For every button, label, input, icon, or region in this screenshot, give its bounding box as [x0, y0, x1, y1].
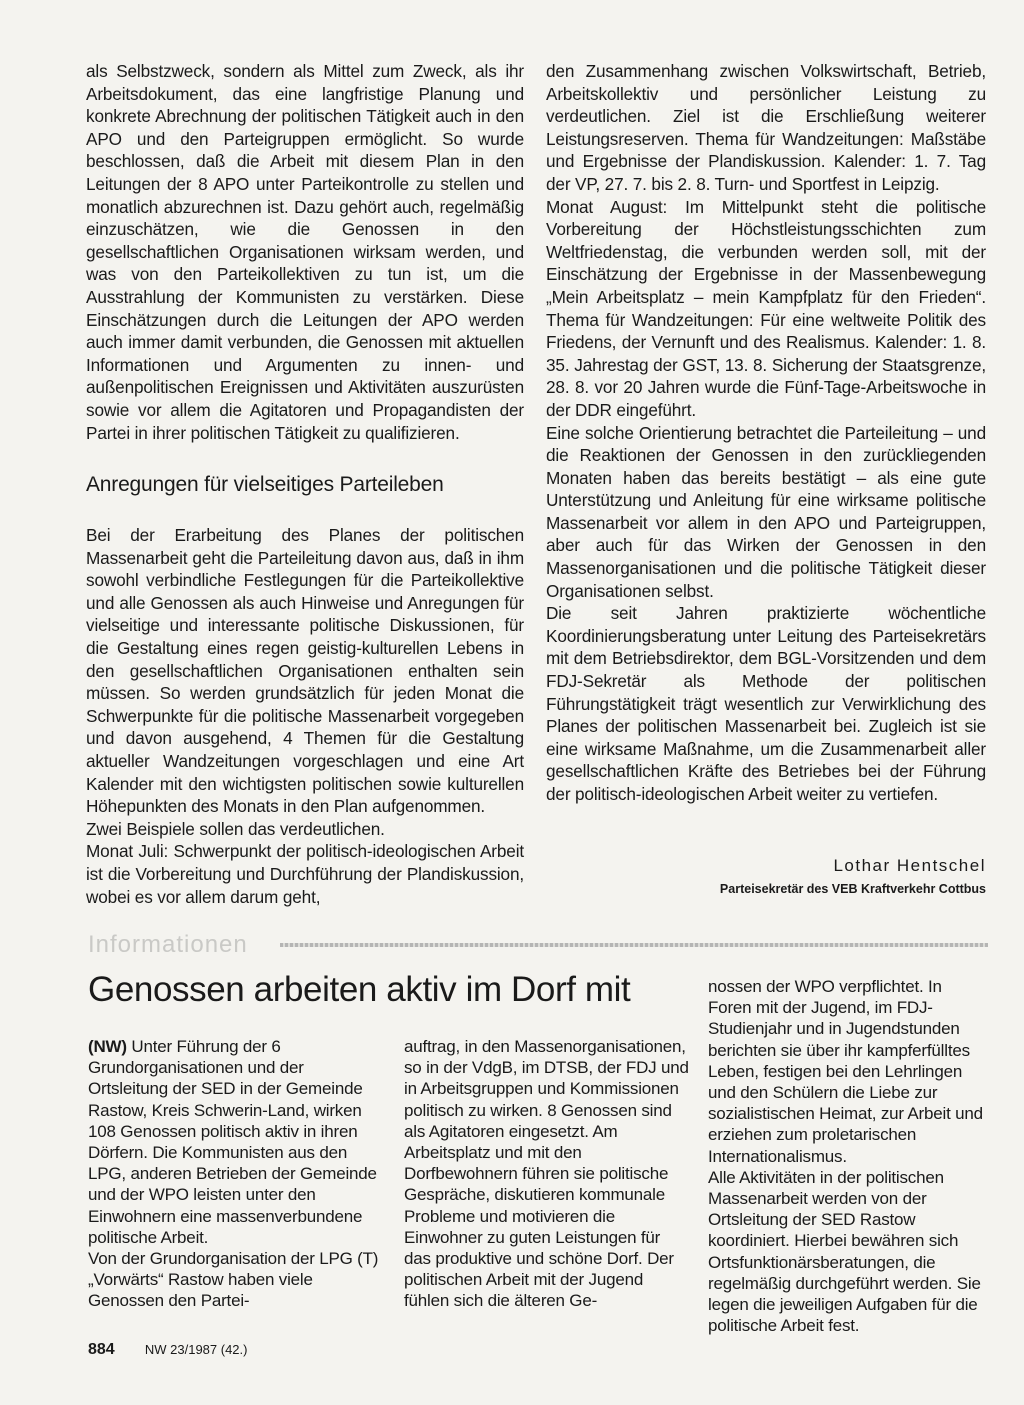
author-role: Parteisekretär des VEB Kraftverkehr Cottbus: [719, 882, 986, 896]
info-section-label: Informationen: [88, 931, 248, 958]
news-paragraph: Alle Aktivitäten in der politischen Massenarbeit werden von der Ortsleitung der SED Rastow koordiniert. Hierbei bewähren sich Ortsfunktionärsberatungen, die regelmäßig durchgeführt werden. Sie legen die jeweiligen Aufgaben für die politische Arbeit fest.: [708, 1167, 981, 1336]
news-paragraph: Von der Grundorganisation der LPG (T) „Vorwärts“ Rastow haben viele Genossen den Partei-: [88, 1249, 379, 1311]
article-paragraph: Die seit Jahren praktizierte wöchentliche Koordinierungsberatung unter Leitung des Parteisekretärs mit dem Betriebsdirektor, dem BGL-Vorsitzenden und dem FDJ-Sekretär als Methode der politischen Führungstätigkeit trägt wesentlich zur Verwirklichung des Planes der politischen Massenarbeit bei. Zugleich ist sie eine wirksame Maßnahme, um die Zusammenarbeit aller gesellschaftlichen Kräfte des Betriebes bei der Führung der politisch-ideologischen Arbeit weiter zu vertiefen.: [546, 603, 986, 804]
issue-label: NW 23/1987 (42.): [144, 1342, 248, 1357]
article-column-left: [86, 60, 524, 908]
article-column-right: [546, 60, 986, 806]
article-paragraph: Zwei Beispiele sollen das verdeutlichen.: [86, 818, 385, 839]
info-section-bar: [88, 930, 988, 960]
news-text: Unter Führung der 6 Grundorganisationen und der Ortsleitung der SED in der Gemeinde Rastow, Kreis Schwerin-Land, wirken 108 Genossen politisch aktiv in ihren Dörfern. Die Kommunisten aus den LPG, anderen Betrieben der Gemeinde und der WPO leisten unter den Einwohnern eine massenverbundene politische Arbeit.: [88, 1037, 377, 1247]
news-column-2: [404, 1036, 689, 1312]
article-paragraph: Monat August: Im Mittelpunkt steht die politische Vorbereitung der Höchstleistungsschichten zum Weltfriedenstag, die verbunden werden soll, mit der Einschätzung der Ergebnisse in der Massenbewegung „Mein Arbeitsplatz – mein Kampfplatz für den Frieden“. Thema für Wandzeitungen: Für eine weltweite Politik des Friedens, der Vernunft und des Realismus. Kalender: 1. 8. 35. Jahrestag der GST, 13. 8. Sicherung der Staatsgrenze, 28. 8. vor 20 Jahren wurde die Fünf-Tage-Arbeitswoche in der DDR eingeführt.: [546, 196, 986, 420]
news-column-1: [88, 1036, 388, 1312]
article-paragraph: als Selbstzweck, sondern als Mittel zum Zweck, als ihr Arbeitsdokument, das eine langfristige Planung und konkrete Abrechnung der politischen Tätigkeit auch in den APO und den Parteigruppen ermöglicht. So wurde beschlossen, daß die Arbeit mit diesem Plan in den Leitungen der 8 APO unter Parteikontrolle zu stellen und monatlich abzurechnen ist. Dazu gehört auch, regelmäßig einzuschätzen, wie die Genossen in den gesellschaftlichen Organisationen wirksam werden, und was von den Parteikollektiven zu tun ist, um die Ausstrahlung der Kommunisten zu verstärken. Diese Einschätzungen durch die Leitungen der APO werden auch immer damit verbunden, die Genossen mit aktuellen Informationen und Argumenten zu innen- und außenpolitischen Ereignissen und Aktivitäten auszurüsten sowie vor allem die Agitatoren und Propagandisten der Partei in ihrer politischen Tätigkeit zu qualifizieren.: [86, 61, 524, 443]
author-name: Lothar Hentschel: [833, 856, 986, 875]
article-paragraph: Eine solche Orientierung betrachtet die Parteileitung – und die Reaktionen der Genossen in den zurückliegenden Monaten haben das bereits bestätigt – als eine gute Unterstützung und Anleitung für eine wirksame politische Massenarbeit vor allem in den APO und Parteigruppen, aber auch für das Wirken der Genossen in den Massenorganisationen und die politische Tätigkeit dieser Organisationen selbst.: [546, 422, 986, 601]
news-headline: Genossen arbeiten aktiv im Dorf mit: [88, 970, 631, 1009]
page-footer: [88, 1340, 247, 1360]
news-paragraph: [88, 1036, 388, 1248]
page-number: 884: [88, 1341, 115, 1358]
article-subheading: Anregungen für vielseitiges Parteileben: [86, 473, 444, 497]
news-lead-tag: (NW): [88, 1037, 127, 1056]
article-paragraph: den Zusammenhang zwischen Volkswirtschaft, Betrieb, Arbeitskollektiv und persönlicher Leistung zu verdeutlichen. Ziel ist die Erschließung weiterer Leistungsreserven. Thema für Wandzeitungen: Maßstäbe und Ergebnisse der Plandiskussion. Kalender: 1. 7. Tag der VP, 27. 7. bis 2. 8. Turn- und Sportfest in Leipzig.: [546, 61, 986, 194]
news-column-3: [708, 976, 988, 1336]
news-paragraph: auftrag, in den Massenorganisationen, so in der VdgB, im DTSB, der FDJ und in Arbeitsgruppen und Kommissionen politisch zu wirken. 8 Genossen sind als Agitatoren eingesetzt. Am Arbeitsplatz und mit den Dorfbewohnern führen sie politische Gespräche, diskutieren kommunale Probleme und motivieren die Einwohner zu guten Leistungen für das produktive und schöne Dorf. Der politischen Arbeit mit der Jugend fühlen sich die älteren Ge-: [404, 1037, 689, 1311]
news-paragraph: nossen der WPO verpflichtet. In Foren mit der Jugend, im FDJ-Studienjahr und in Jugendstunden berichten sie über ihr kampferfülltes Leben, festigen bei den Lehrlingen und den Schülern die Liebe zur sozialistischen Heimat, zur Arbeit und erziehen zum proletarischen Internationalismus.: [708, 977, 983, 1166]
article-paragraph: Bei der Erarbeitung des Planes der politischen Massenarbeit geht die Parteileitung davon aus, daß in ihm sowohl verbindliche Festlegungen für die Parteikollektive und alle Genossen als auch Hinweise und Anregungen für vielseitige und interessante politische Diskussionen, für die Gestaltung eines regen geistig-kulturellen Lebens in den gesellschaftlichen Organisationen enthalten sein müssen. So werden grundsätzlich für jeden Monat die Schwerpunkte für die politische Massenarbeit vorgegeben und davon ausgehend, 4 Themen für die Gestaltung aktueller Wandzeitungen vorgeschlagen und eine Art Kalender mit den wichtigsten politischen sowie kulturellen Höhepunkten des Monats in den Plan aufgenommen.: [86, 525, 524, 817]
article-signature: [546, 855, 986, 898]
info-section-rule: [280, 943, 988, 947]
article-paragraph: Monat Juli: Schwerpunkt der politisch-ideologischen Arbeit ist die Vorbereitung und Durchführung der Plandiskussion, wobei es vor allem darum geht,: [86, 841, 524, 907]
